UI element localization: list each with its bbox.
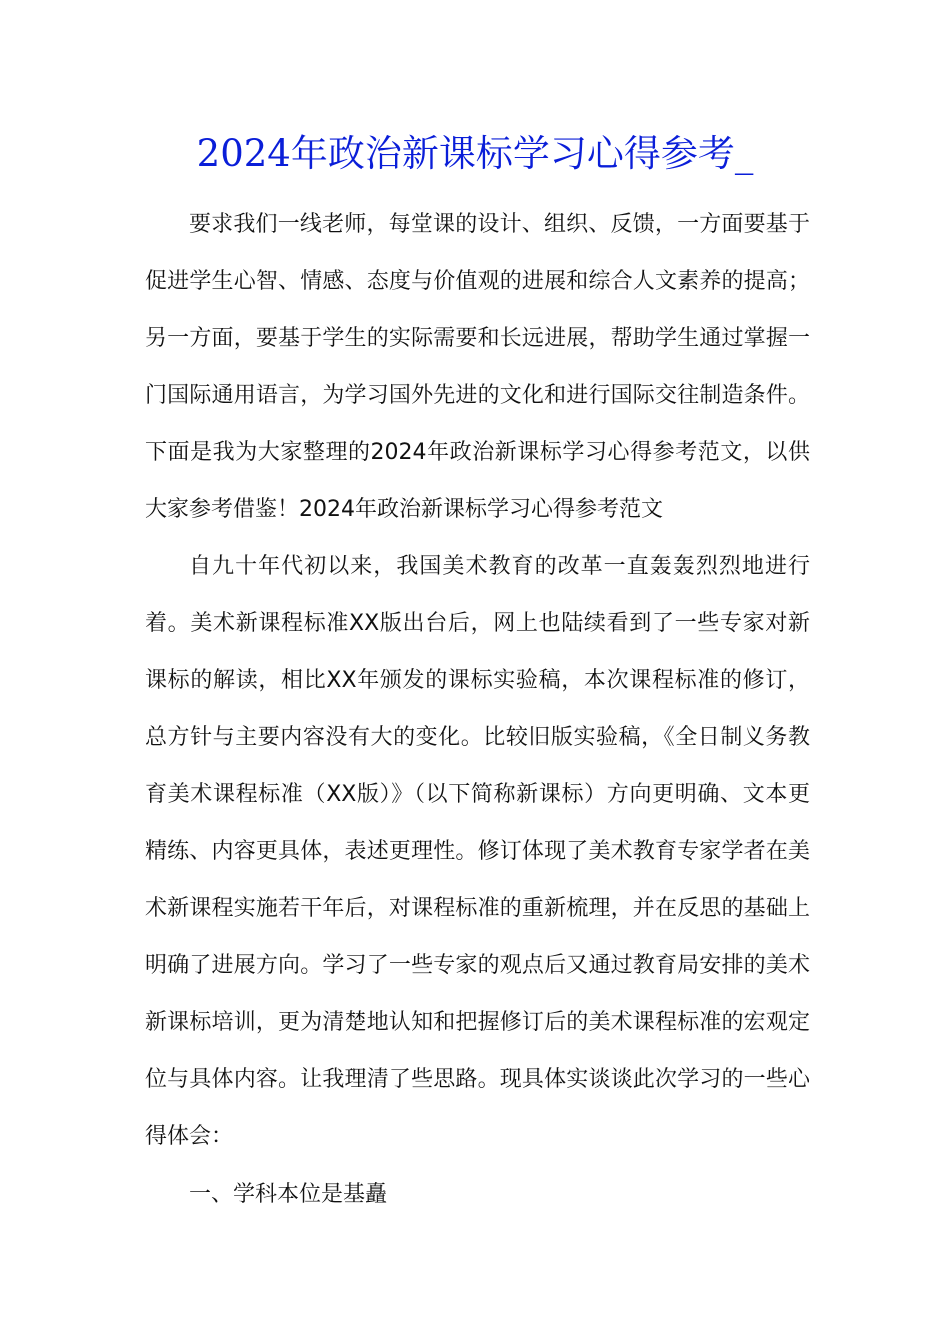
document-title: 2024年政治新课标学习心得参考_ [196, 132, 754, 175]
paragraph-intro: 要求我们一线老师，每堂课的设计、组织、反馈，一方面要基于促进学生心智、情感、态度与价值观的进展和综合人文素养的提高；另一方面，要基于学生的实际需要和长远进展，帮助学生通过掌握一门国际通用语言，为学习国外先进的文化和进行国际交往制造条件。下面是我为大家整理的2024年政治新课标学习心得参考范文，以供大家参考借鉴！2024年政治新课标学习心得参考范文 [145, 212, 810, 522]
section-heading: 一、学科本位是基矗 [189, 1182, 388, 1207]
paragraph-reflection: 自九十年代初以来，我国美术教育的改革一直轰轰烈烈地进行着。美术新课程标准XX版出台后，网上也陆续看到了一些专家对新课标的解读，相比XX年颁发的课标实验稿，本次课程标准的修订，总方针与主要内容没有大的变化。比较旧版实验稿，《全日制义务教育美术课程标准（XX版）》（以下简称新课标）方向更明确、文本更精练、内容更具体，表述更理性。修订体现了美术教育专家学者在美术新课程实施若干年后，对课程标准的重新梳理，并在反思的基础上明确了进展方向。学习了一些专家的观点后又通过教育局安排的美术新课标培训，更为清楚地认知和把握修订后的美术课程标准的宏观定位与具体内容。让我理清了些思路。现具体实谈谈此次学习的一些心得体会： [145, 554, 810, 1149]
